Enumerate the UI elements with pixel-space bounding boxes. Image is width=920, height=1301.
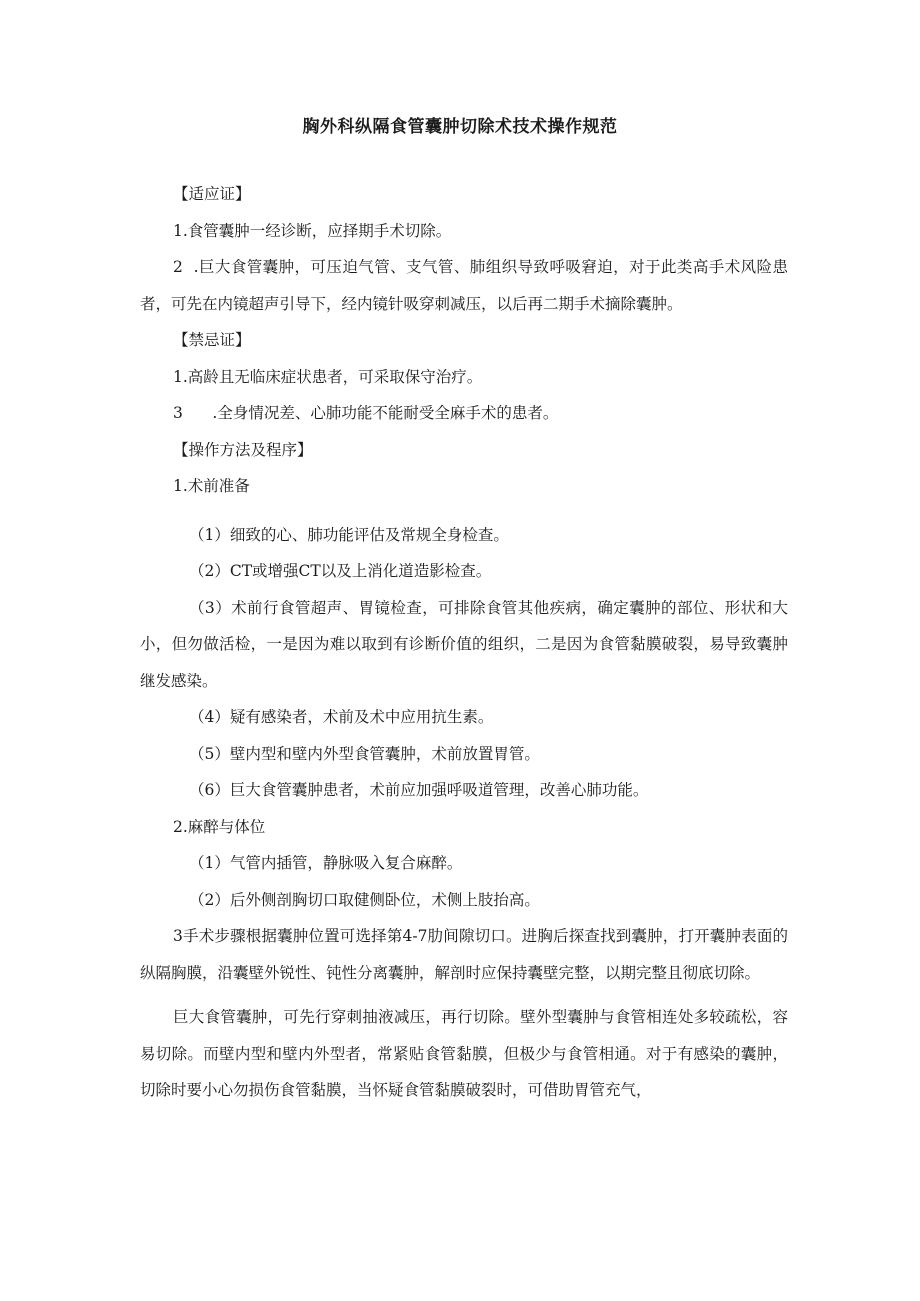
preop-item-2: （2）CT或增强CT以及上消化道造影检查。 bbox=[189, 562, 492, 580]
preop-item-5: （5）壁内型和壁内外型食管囊肿，术前放置胃管。 bbox=[189, 744, 540, 763]
preop-item-1: （1）细致的心、肺功能评估及常规全身检查。 bbox=[189, 525, 509, 544]
section-heading-contraindications: 【禁忌证】 bbox=[173, 331, 251, 349]
surgery-paragraph-large-cyst: 巨大食管囊肿，可先行穿刺抽液减压，再行切除。壁外型囊肿与食管相连处多较疏松，容易切除。而壁内型和壁内外型者，常紧贴食管黏膜，但极少与食管相通。对于有感染的囊肿，切除时要小心勿损伤食管黏膜，当怀疑食管黏膜破裂时，可借助胃管充气， bbox=[140, 1008, 788, 1099]
preop-item-3: （3）术前行食管超声、胃镜检查，可排除食管其他疾病，确定囊肿的部位、形状和大小，但勿做活检，一是因为难以取到有诊断价值的组织，二是因为食管黏膜破裂，易导致囊肿继发感染。 bbox=[140, 598, 788, 690]
procedure-step-anesthesia: 2.麻醉与体位 bbox=[173, 817, 266, 836]
contraindication-item-1: 1.高龄且无临床症状患者，可采取保守治疗。 bbox=[173, 367, 483, 386]
document-title: 胸外科纵隔食管囊肿切除术技术操作规范 bbox=[302, 117, 618, 137]
preop-item-6: （6）巨大食管囊肿患者，术前应加强呼吸道管理，改善心肺功能。 bbox=[189, 781, 649, 799]
contraindication-item-2: 3 .全身情况差、心肺功能不能耐受全麻手术的患者。 bbox=[173, 404, 559, 422]
preop-item-4: （4）疑有感染者，术前及术中应用抗生素。 bbox=[189, 708, 494, 726]
indication-item-2: 2 .巨大食管囊肿，可压迫气管、支气管、肺组织导致呼吸窘迫，对于此类高手术风险患者，可先在内镜超声引导下，经内镜针吸穿刺减压，以后再二期手术摘除囊肿。 bbox=[140, 258, 788, 313]
section-heading-procedure: 【操作方法及程序】 bbox=[173, 440, 313, 459]
anesthesia-item-1: （1）气管内插管，静脉吸入复合麻醉。 bbox=[189, 854, 463, 872]
procedure-step-surgery: 3手术步骤根据囊肿位置可选择第4-7肋间隙切口。进胸后探查找到囊肿，打开囊肿表面的纵隔胸膜，沿囊壁外锐性、钝性分离囊肿，解剖时应保持囊壁完整，以期完整且彻底切除。 bbox=[140, 927, 788, 982]
procedure-step-preop: 1.术前准备 bbox=[173, 477, 250, 495]
section-heading-indications: 【适应证】 bbox=[173, 185, 251, 203]
indication-item-1: 1.食管囊肿一经诊断，应择期手术切除。 bbox=[173, 221, 452, 240]
document-body bbox=[140, 176, 788, 1109]
anesthesia-item-2: （2）后外侧剖胸切口取健侧卧位，术侧上肢抬高。 bbox=[189, 890, 540, 909]
